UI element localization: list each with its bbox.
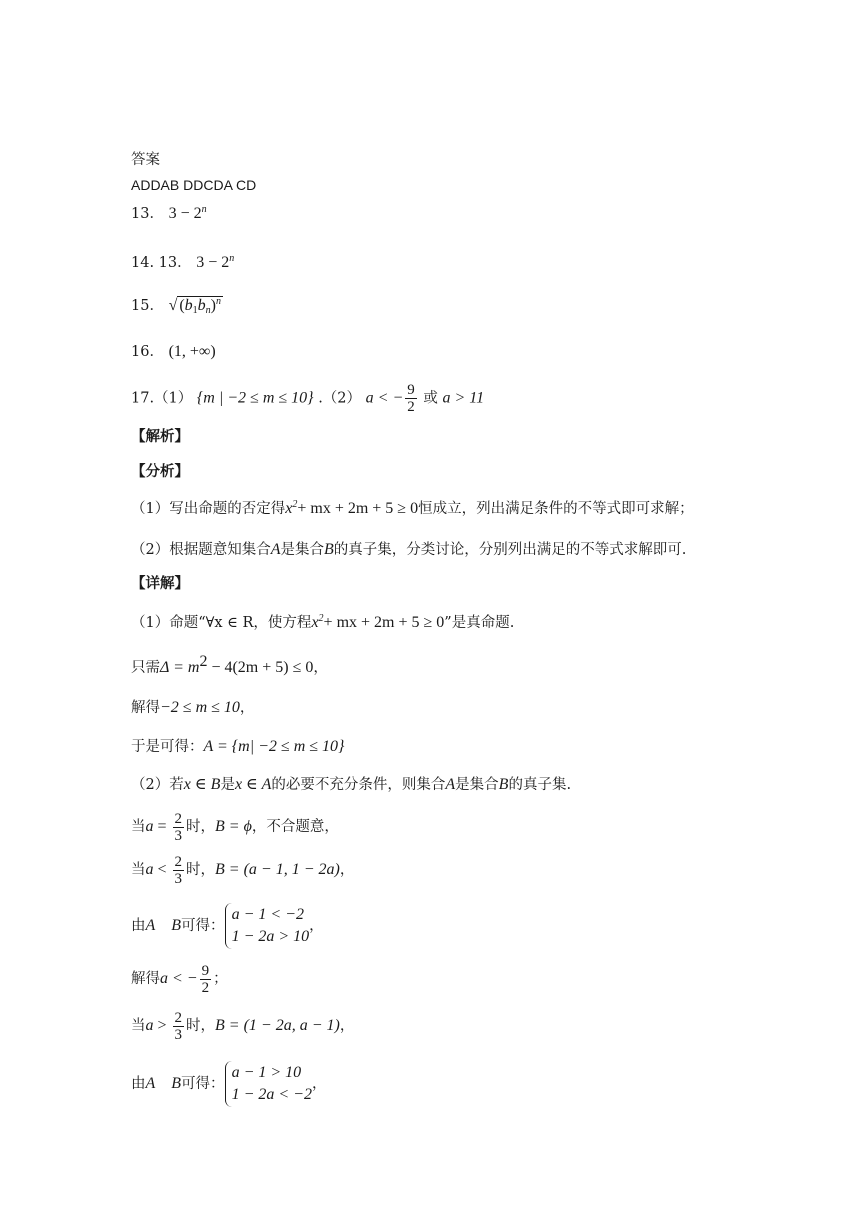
question-number: 14. 13． bbox=[131, 255, 192, 271]
question-number: 13． bbox=[131, 206, 164, 222]
answer-inequality-2: a > 11 bbox=[442, 389, 485, 407]
section-jiexi: 【解析】 bbox=[131, 428, 189, 445]
answer-expression: √ $(b_1b_n)^n$ bbox=[168, 296, 221, 316]
answer-expression: $3 - 2^n$ bbox=[196, 253, 235, 271]
fenxi-step-1: （1）写出命题的否定得$x^2+$ mx + 2m + 5 ≥ 0恒成立，列出满足条件的不等式即可求解； bbox=[131, 499, 694, 517]
fenxi-step-2: （2）根据题意知集合A是集合B的真子集，分类讨论，分别列出满足的不等式求解即可. bbox=[131, 541, 687, 558]
answer-expression: $3 - 2^n$ bbox=[168, 204, 207, 222]
case-2-system: 由A B可得： a − 1 < −2 1 − 2a > 10 ， bbox=[131, 899, 324, 953]
case-1: 当a = $\frac{2}{3}$ 时，B = ϕ，不合题意， bbox=[131, 810, 339, 844]
section-fenxi: 【分析】 bbox=[131, 463, 189, 480]
answer-16 bbox=[131, 343, 216, 361]
section-xiangjie: 【详解】 bbox=[131, 575, 189, 592]
answer-set: {m | −2 ≤ m ≤ 10} bbox=[196, 389, 314, 407]
fraction: $\frac{9}{2}$ bbox=[407, 382, 415, 415]
part-2-label: .（2） bbox=[318, 390, 362, 407]
or-word: 或 bbox=[423, 390, 438, 407]
question-number: 16． bbox=[131, 344, 164, 360]
choice-answers: ADDAB DDCDA CD bbox=[131, 177, 257, 193]
answer-13 bbox=[131, 205, 207, 223]
detail-line-2: 只需$\Delta = m^2 - 4(2m + 5) \le 0$， bbox=[131, 653, 328, 676]
answer-14 bbox=[131, 254, 234, 272]
case-3: 当a > $\frac{2}{3}$ 时，B = (1 − 2a, a − 1)， bbox=[131, 1009, 355, 1043]
answer-17 bbox=[131, 382, 484, 415]
case-2: 当a < $\frac{2}{3}$ 时，B = (a − 1, 1 − 2a)， bbox=[131, 853, 355, 887]
detail-line-3: 解得−2 ≤ m ≤ 10， bbox=[131, 699, 255, 716]
case-2-result: 解得a < − $\frac{9}{2}$ ； bbox=[131, 962, 228, 996]
answer-expression: (1, +∞) bbox=[168, 343, 216, 360]
detail-line-4: 于是可得：A = {m| −2 ≤ m ≤ 10} bbox=[131, 738, 345, 755]
case-3-system: 由A B可得： a − 1 > 10 1 − 2a < −2 ， bbox=[131, 1057, 326, 1111]
question-number: 17.（1） bbox=[131, 390, 193, 407]
question-number: 15． bbox=[131, 298, 164, 314]
answer-inequality: a < − bbox=[365, 389, 404, 407]
inequality-system: a − 1 > 10 1 − 2a < −2 bbox=[225, 1061, 312, 1107]
inequality-system: a − 1 < −2 1 − 2a > 10 bbox=[225, 903, 310, 949]
answer-header: 答案 bbox=[131, 152, 160, 168]
answer-15 bbox=[131, 297, 223, 315]
detail-line-5: （2）若x ∈ B是x ∈ A的必要不充分条件，则集合A是集合B的真子集. bbox=[131, 776, 572, 793]
detail-line-1: （1）命题“∀x ∈ R，使方程$x^2+$ mx + 2m + 5 ≥ 0”是真命题. bbox=[131, 613, 515, 631]
